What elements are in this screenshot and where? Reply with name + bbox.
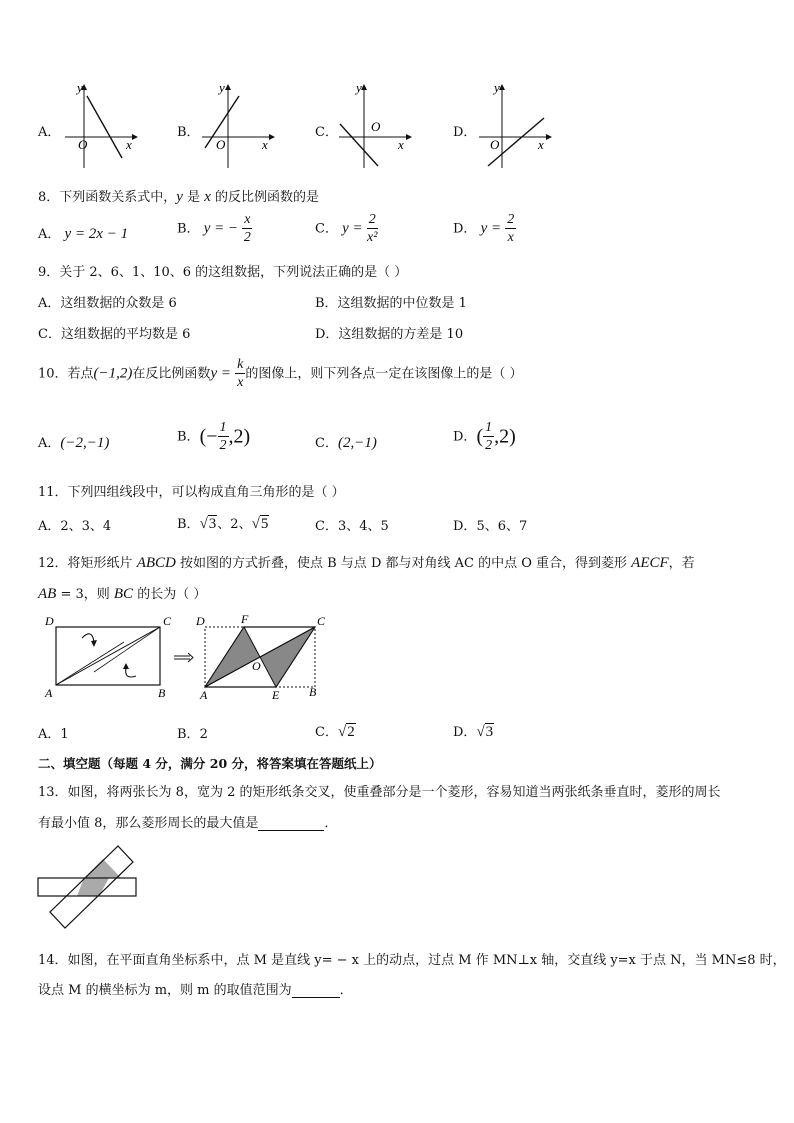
question-11-option-b: B．√3、2、√5 (177, 516, 269, 532)
svg-text:E: E (272, 688, 280, 702)
question-8-option-c: C． y = $\frac{2}{\text{x²}}$ (315, 212, 378, 245)
svg-text:y: y (77, 82, 83, 95)
svg-text:y: y (219, 82, 225, 95)
svg-text:C: C (317, 614, 326, 628)
question-13-figure (36, 844, 142, 930)
graph-option-d-label: D． (453, 125, 477, 140)
question-11-option-d: D．5、6、7 (453, 519, 528, 534)
graph-option-b-figure (197, 82, 277, 170)
question-8-option-a: A． y = 2x − 1 (38, 226, 129, 242)
question-8-stem: 8．下列函数关系式中，y 是 x 的反比例函数的是 (38, 189, 320, 205)
question-12-stem-line1: 12．将矩形纸片 ABCD 按如图的方式折叠，使点 B 与点 D 都与对角线 AC 的中点 O 重合，得到菱形 AECF，若 (38, 555, 695, 571)
fraction: $\frac{x}{2}$ (243, 212, 251, 245)
question-8-option-b: B． y = − $\frac{x}{2}$ (177, 212, 251, 245)
question-10-option-c: C．(2,−1) (315, 435, 377, 451)
svg-text:B: B (158, 686, 166, 700)
svg-text:B: B (309, 685, 317, 699)
answer-blank[interactable] (258, 815, 324, 831)
svg-text:O: O (78, 137, 88, 152)
svg-text:y: y (356, 82, 362, 95)
fraction: $\frac{2}{x}$ (507, 212, 515, 245)
fraction: $\frac{1}{2}$ (485, 420, 493, 453)
question-12-option-d: D．√3 (453, 724, 494, 740)
question-8-option-d: D． y = $\frac{2}{x}$ (453, 212, 515, 245)
question-13-line2: 有最小值 8，那么菱形周长的最大值是 ． (38, 816, 338, 831)
svg-text:C: C (163, 614, 172, 628)
svg-text:x: x (538, 137, 544, 152)
graph-option-b-label: B． (177, 125, 200, 140)
question-9-option-b: B．这组数据的中位数是 1 (315, 296, 467, 311)
question-11-option-c: C．3、4、5 (315, 519, 389, 534)
svg-text:O: O (490, 137, 500, 152)
svg-text:O: O (371, 119, 381, 134)
svg-text:F: F (241, 612, 249, 626)
svg-text:D: D (45, 614, 54, 628)
question-12-option-a: A．1 (38, 727, 69, 742)
graph-option-c-label: C． (315, 125, 338, 140)
question-11-stem: 11．下列四组线段中，可以构成直角三角形的是（ ） (38, 485, 345, 500)
svg-text:D: D (196, 614, 205, 628)
question-12-figure (40, 612, 340, 704)
question-12-option-c: C．√2 (315, 724, 355, 740)
graph-option-c-figure (334, 82, 414, 170)
question-9-option-a: A．这组数据的众数是 6 (38, 296, 177, 311)
question-9-stem: 9．关于 2、6、1、10、6 的这组数据，下列说法正确的是（ ） (38, 265, 408, 280)
question-10-option-a: A．(−2,−1) (38, 435, 110, 451)
svg-text:x: x (398, 137, 404, 152)
svg-text:A: A (45, 686, 53, 700)
fraction: $\frac{2}{\text{x²}}$ (367, 212, 378, 245)
question-14-line1: 14．如图，在平面直角坐标系中，点 M 是直线 y= − x 上的动点，过点 M 作 MN⊥x 轴，交直线 y=x 于点 N，当 MN≤8 时， (38, 953, 786, 968)
question-12-stem-line2: AB = 3，则 BC 的长为（ ） (38, 586, 207, 602)
question-10-stem: 10．若点(−1,2)在反比例函数y = $\frac{k}{x}$ 的图像上，则下列各点一定在该图像上的是（ ） (38, 357, 523, 390)
question-13-line1: 13．如图，将两张长为 8，宽为 2 的矩形纸条交叉，使重叠部分是一个菱形，容易知道当两张纸条垂直时，菱形的周长 (38, 785, 721, 800)
question-10-option-b: B．(− $\frac{1}{2}$ ,2) (177, 420, 251, 453)
fraction: $\frac{k}{x}$ (237, 357, 244, 390)
question-10-option-d: D．( $\frac{1}{2}$ ,2) (453, 420, 516, 453)
svg-text:y: y (494, 82, 500, 95)
question-14-line2: 设点 M 的横坐标为 m，则 m 的取值范围为 ． (38, 983, 353, 998)
answer-blank[interactable] (292, 982, 340, 998)
graph-option-d-figure (474, 82, 554, 170)
question-9-option-c: C．这组数据的平均数是 6 (38, 327, 191, 342)
question-9-option-d: D．这组数据的方差是 10 (315, 327, 464, 342)
graph-option-a-label: A． (38, 125, 61, 140)
question-12-option-b: B．2 (177, 727, 208, 742)
svg-text:x: x (126, 137, 132, 152)
svg-text:O: O (216, 137, 226, 152)
svg-text:x: x (262, 137, 268, 152)
question-11-option-a: A．2、3、4 (38, 519, 112, 534)
svg-text:O: O (252, 659, 261, 673)
fraction: $\frac{1}{2}$ (219, 420, 227, 453)
section-2-heading: 二、填空题（每题 4 分，满分 20 分，将答案填在答题纸上） (38, 756, 382, 771)
graph-option-a-figure (60, 82, 140, 170)
svg-text:A: A (200, 688, 208, 702)
